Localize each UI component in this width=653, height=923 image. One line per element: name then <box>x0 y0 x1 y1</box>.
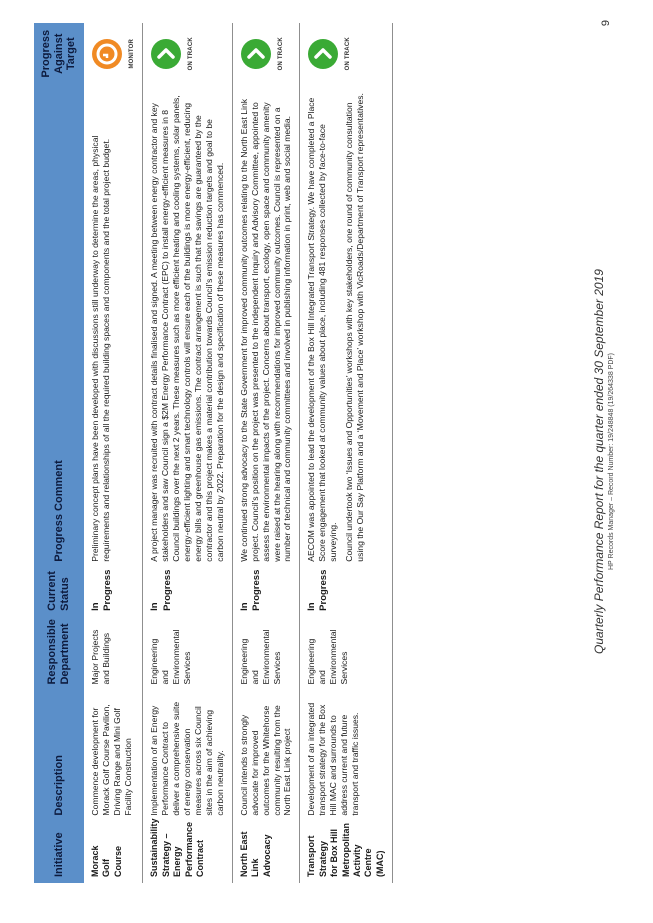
cell-progress-comment <box>232 84 300 567</box>
header-progress: Progress Against Target <box>34 23 84 84</box>
comment-paragraph: Council undertook two ‘Issues and Opportunities’ workshops with key stakeholders, one round of community consultation using the Our Say Platform and a ‘Movement and Place’ workshop with VicRoads/Department of Transport representatives. <box>344 93 365 562</box>
footer-title: Quarterly Performance Report for the quarter ended 30 September 2019 <box>592 269 606 654</box>
cell-description: Implementation of an Energy Performance Contract to deliver a comprehensive suite of energy conservation measures across six Council sites in the aim of achieving carbon neutrality. <box>143 691 232 822</box>
cell-progress-target <box>143 23 232 84</box>
cell-description: Development of an integrated transport strategy for the Box Hill MAC and surrounds to address current and future transport and traffic issues. <box>300 691 393 822</box>
progress-table <box>34 23 393 883</box>
cell-initiative: Morack Golf Course <box>84 822 143 883</box>
header-description: Description <box>34 691 84 822</box>
on-track-icon <box>241 39 271 69</box>
progress-status-label: ON TRACK <box>345 37 352 71</box>
cell-description: Commence development for Morack Golf Course Pavilion, Driving Range and Mini Golf Facility Construction <box>84 691 143 822</box>
cell-progress-comment <box>143 84 232 567</box>
cell-initiative: Transport Strategy for Box Hill Metropolitan Activity Centre (MAC) <box>300 822 393 883</box>
table-row <box>300 23 393 883</box>
cell-status: In Progress <box>232 568 300 617</box>
comment-paragraph: AECOM was appointed to lead the development of the Box Hill Integrated Transport Strategy. We have completed a Place Score engagement that looked at community values about place, including 481 responses collected by face-to-face surveying. <box>306 97 339 562</box>
cell-progress-comment <box>84 84 143 567</box>
monitor-icon <box>92 39 122 69</box>
on-track-icon <box>308 39 338 69</box>
cell-initiative: Sustainability Strategy – Energy Performance Contract <box>143 822 232 883</box>
cell-progress-target <box>232 23 300 84</box>
table-header-row <box>34 23 84 883</box>
table-row <box>232 23 300 883</box>
cell-progress-comment <box>300 84 393 567</box>
table-row <box>143 23 232 883</box>
progress-status-label: MONITOR <box>128 38 135 69</box>
table-row <box>84 23 143 883</box>
comment-paragraph: Preliminary concept plans have been developed with discussions still underway to determine the areas, physical requirements and relationships of all the required building spaces and components and the total project budget. <box>89 135 111 562</box>
on-track-icon <box>151 39 181 69</box>
header-department: Responsible Department <box>34 617 84 691</box>
cell-progress-target <box>300 23 393 84</box>
footer-record-number: HP Records Manager – Record Number: 19/248848 (19/264338 PDF) <box>608 353 615 570</box>
progress-status-label: ON TRACK <box>188 37 195 71</box>
cell-status: In Progress <box>300 568 393 617</box>
footer <box>592 0 615 923</box>
cell-department: Engineering and Environmental Services <box>300 617 393 691</box>
cell-progress-target <box>84 23 143 84</box>
cell-status: In Progress <box>143 568 232 617</box>
header-comment: Progress Comment <box>34 84 84 567</box>
comment-paragraph: We continued strong advocacy to the State Government for improved community outcomes relating to the North East Link project. Council’s position on the project was presented to the independent Inquiry and Advisory Committee, appointed to assess the environmental impacts of the project. Concerns about transport, ecology, open space and community amenity were raised at the hearing along with recommendations for improved community outcomes. Council is represented on a number of technical and community committees and involved in publishing information in print, web and social media. <box>238 98 293 562</box>
header-initiative: Initiative <box>34 822 84 883</box>
cell-initiative: North East Link Advocacy <box>232 822 300 883</box>
cell-department: Engineering and Environmental Services <box>232 617 300 691</box>
header-status: Current Status <box>34 568 84 617</box>
cell-department: Major Projects and Buildings <box>84 617 143 691</box>
cell-department: Engineering and Environmental Services <box>143 617 232 691</box>
cell-status: In Progress <box>84 568 143 617</box>
page-number: 9 <box>600 20 612 27</box>
cell-description: Council intends to strongly advocate for improved outcomes for the Whitehorse community resulting from the North East Link project <box>232 691 300 822</box>
comment-paragraph: A project manager was recruited with contract details finalised and signed. A meeting between energy contractor and key stakeholders and saw Council sign a $2M Energy Performance Contract (EPC) to install energy-efficient measures in 8 Council buildings over the next 2 years. These measures such as more efficient heating and cooling systems, solar panels, energy-efficient lighting and smart technology controls will ensure each of the buildings is more energy-efficient, reducing energy bills and greenhouse gas emissions. The contract arrangement is such that the savings are guaranteed by the contractor and this project makes a material contribution towards Council’s emission reduction targets and goal to be carbon neutral by 2022. Preparation for the design and specification of these measures has commenced. <box>149 95 225 562</box>
table-body <box>84 23 393 883</box>
progress-status-label: ON TRACK <box>277 37 284 71</box>
